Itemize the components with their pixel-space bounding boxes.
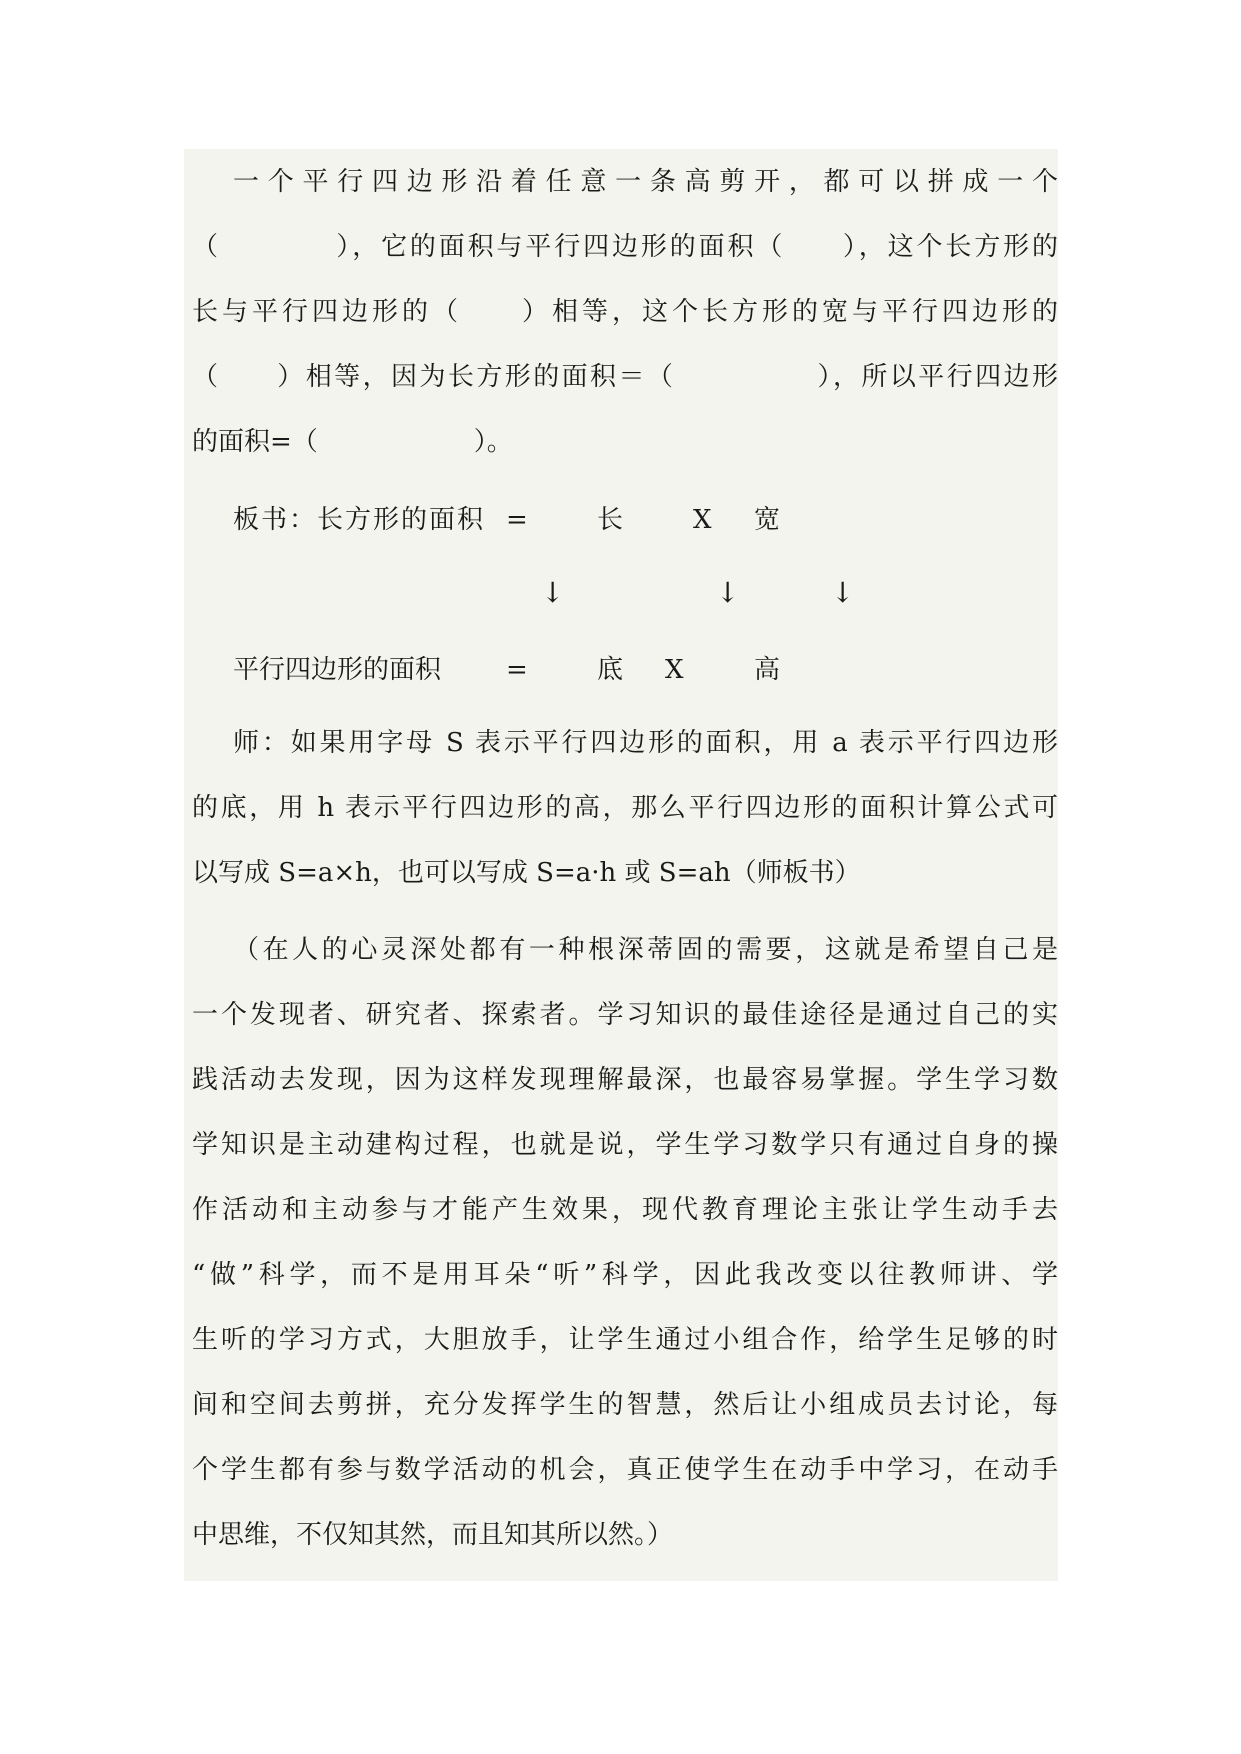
text-line: 个学生都有参与数学活动的机会，真正使学生在动手中学习，在动手 [192, 1455, 1058, 1485]
board-height: 高 [754, 655, 781, 685]
board-width: 宽 [754, 505, 781, 535]
text-line: 间和空间去剪拼，充分发挥学生的智慧，然后让小组成员去讨论，每 [192, 1390, 1058, 1420]
text-line: 一个发现者、研究者、探索者。学习知识的最佳途径是通过自己的实 [192, 1000, 1058, 1030]
text-line: 的面积=（ ）。 [192, 427, 513, 457]
board-times: X [665, 655, 684, 685]
text-line: 学知识是主动建构过程，也就是说，学生学习数学只有通过自身的操 [192, 1130, 1058, 1160]
text-line: （在人的心灵深处都有一种根深蒂固的需要，这就是希望自己是 [233, 935, 1058, 965]
text-line: 师：如果用字母 S 表示平行四边形的面积，用 a 表示平行四边形 [233, 728, 1058, 758]
board-equals: = [506, 655, 528, 685]
board-base: 底 [597, 655, 624, 685]
down-arrow-icon: ↓ [716, 576, 740, 609]
board-label-rectangle: 板书：长方形的面积 [233, 505, 486, 535]
text-line: 的底，用 h 表示平行四边形的高，那么平行四边形的面积计算公式可 [192, 793, 1058, 823]
text-line: 长与平行四边形的（ ）相等，这个长方形的宽与平行四边形的 [192, 297, 1058, 327]
text-line: 以写成 S=a×h，也可以写成 S=a·h 或 S=ah（师板书） [192, 858, 861, 888]
text-line: 践活动去发现，因为这样发现理解最深，也最容易掌握。学生学习数 [192, 1065, 1058, 1095]
text-line: 一个平行四边形沿着任意一条高剪开，都可以拼成一个 [233, 167, 1058, 197]
down-arrow-icon: ↓ [541, 576, 565, 609]
text-line: “做”科学，而不是用耳朵“听”科学，因此我改变以往教师讲、学 [192, 1260, 1058, 1290]
down-arrow-icon: ↓ [831, 576, 855, 609]
board-times: X [693, 505, 712, 535]
text-line: （ ），它的面积与平行四边形的面积（ ），这个长方形的 [192, 232, 1058, 262]
board-equals: = [506, 505, 528, 535]
text-line: 生听的学习方式，大胆放手，让学生通过小组合作，给学生足够的时 [192, 1325, 1058, 1355]
board-label-parallelogram: 平行四边形的面积 [233, 655, 442, 685]
board-length: 长 [597, 505, 624, 535]
text-line: （ ）相等，因为长方形的面积＝（ ），所以平行四边形 [192, 362, 1058, 392]
text-line: 作活动和主动参与才能产生效果，现代教育理论主张让学生动手去 [192, 1195, 1058, 1225]
text-line: 中思维，不仅知其然，而且知其所以然。） [192, 1520, 674, 1550]
